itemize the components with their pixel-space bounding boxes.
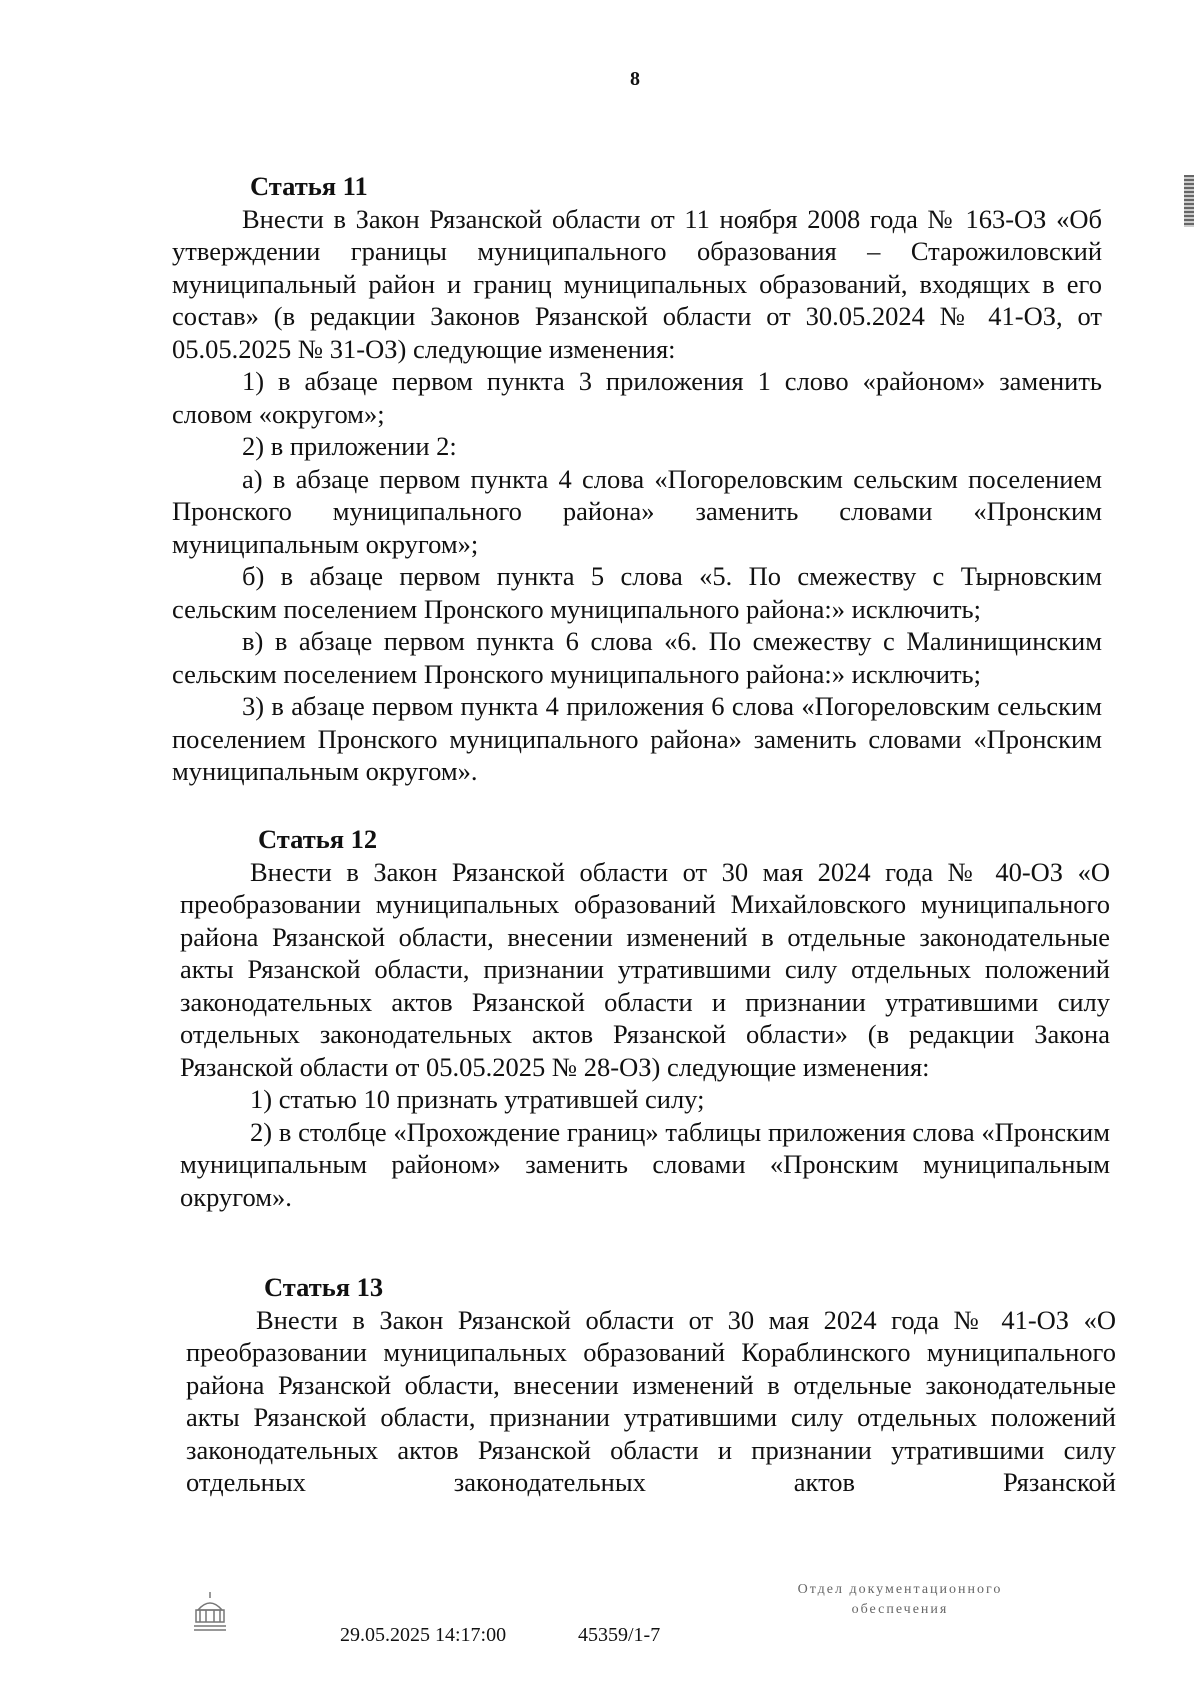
- scan-edge: [1182, 0, 1200, 1695]
- department-stamp: [760, 1580, 1040, 1620]
- emblem-icon: [190, 1588, 230, 1640]
- stamp-line: обеспечения: [851, 1602, 949, 1617]
- registration-number: 45359/1-7: [578, 1624, 661, 1646]
- article-paragraph: а) в абзаце первом пункта 4 слова «Погореловским сельским поселением Пронского муниципального района» заменить словами «Пронским муниципальным округом»;: [172, 463, 1102, 559]
- article-paragraph: 1) в абзаце первом пункта 3 приложения 1 слово «районом» заменить словом «округом»;: [172, 366, 1102, 429]
- article-heading: Статья 11: [250, 171, 368, 201]
- article-heading: Статья 12: [258, 824, 378, 854]
- article-paragraph: 2) в приложении 2:: [242, 431, 457, 461]
- article-paragraph: Внести в Закон Рязанской области от 30 мая 2024 года № 40-ОЗ «О преобразовании муниципальных образований Михайловского муниципального района Рязанской области, внесении изменений в отдельные законодательные акты Рязанской области, признании утратившими силу отдельных положений законодательных актов Рязанской области и признании утратившими силу отдельных законодательных актов Рязанской области» (в редакции Закона Рязанской области от 05.05.2025 № 28-ОЗ) следующие изменения:: [180, 856, 1110, 1082]
- article-paragraph: Внести в Закон Рязанской области от 30 мая 2024 года № 41-ОЗ «О преобразовании муниципальных образований Кораблинского муниципального района Рязанской области, внесении изменений в отдельные законодательные акты Рязанской области, признании утратившими силу отдельных положений законодательных актов Рязанской области и признании утратившими силу отдельных законодательных актов Рязанской: [186, 1304, 1116, 1497]
- article-12: [180, 823, 1110, 1213]
- article-paragraph: 3) в абзаце первом пункта 4 приложения 6 слова «Погореловским сельским поселением Пронского муниципального района» заменить словами «Пронским муниципальным округом».: [172, 691, 1102, 786]
- article-paragraph: б) в абзаце первом пункта 5 слова «5. По смежеству с Тырновским сельским поселением Пронского муниципального района:» исключить;: [172, 561, 1102, 624]
- article-paragraph: 2) в столбце «Прохождение границ» таблицы приложения слова «Пронским муниципальным районом» заменить словами «Пронским муниципальным округом».: [180, 1116, 1110, 1212]
- scan-mark: [1184, 175, 1194, 227]
- article-heading: Статья 13: [264, 1272, 384, 1302]
- article-11: [172, 170, 1102, 788]
- page-number: 8: [630, 68, 640, 90]
- article-paragraph: 1) статью 10 признать утратившей силу;: [250, 1084, 705, 1114]
- article-13: [186, 1271, 1116, 1499]
- stamp-line: Отдел документационного: [797, 1582, 1003, 1597]
- registration-datetime: 29.05.2025 14:17:00: [340, 1624, 507, 1646]
- article-paragraph: в) в абзаце первом пункта 6 слова «6. По смежеству с Малинищинским сельским поселением Пронского муниципального района:» исключить;: [172, 626, 1102, 689]
- article-paragraph: Внести в Закон Рязанской области от 11 ноября 2008 года № 163-ОЗ «Об утверждении границы муниципального образования – Старожиловский муниципальный район и границ муниципальных образований, входящих в его состав» (в редакции Законов Рязанской области от 30.05.2024 № 41-ОЗ, от 05.05.2025 № 31-ОЗ) следующие изменения:: [172, 203, 1102, 364]
